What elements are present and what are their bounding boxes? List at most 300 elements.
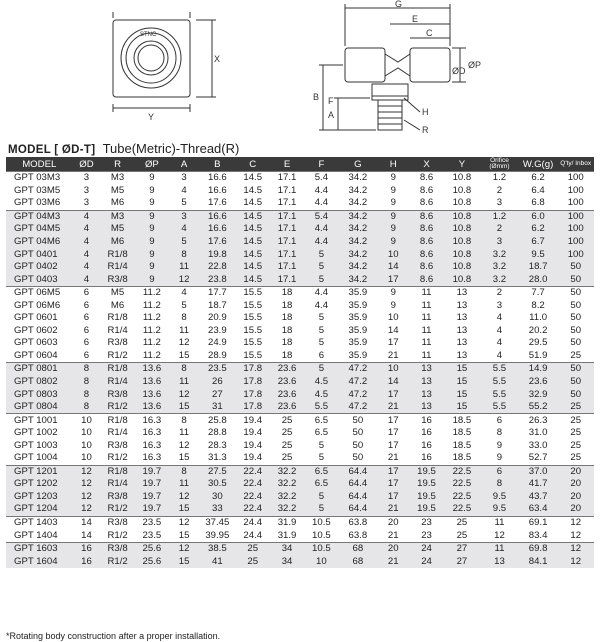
table-cell: 12	[169, 516, 199, 529]
model-cell: GPT 0603	[14, 337, 58, 349]
table-cell: 22.4	[236, 503, 270, 516]
table-cell: 50	[557, 261, 594, 274]
table-cell: 8.6	[409, 210, 443, 223]
table-cell: 14.5	[236, 210, 270, 223]
table-cell: 50	[570, 299, 582, 311]
table-cell: 5.5	[480, 376, 519, 389]
table-cell: 14	[387, 324, 399, 336]
table-cell: R3/8	[107, 439, 128, 451]
table-cell: 9	[149, 197, 155, 209]
table-cell: 100	[557, 172, 594, 185]
table-cell: 17.1	[277, 197, 297, 209]
column-header: Q'ty/ Inbox	[557, 157, 594, 172]
table-cell: 16.3	[135, 414, 169, 427]
table-cell: 10.5	[304, 542, 338, 555]
table-cell: 34.2	[339, 248, 378, 261]
table-cell: 17.7	[199, 286, 235, 299]
table-cell: 17.8	[236, 388, 270, 401]
table-cell: 15	[169, 503, 199, 516]
table-cell: 23.6	[270, 376, 304, 389]
table-cell: 34.2	[339, 261, 378, 274]
label-e: E	[412, 14, 419, 24]
table-cell: 6	[480, 414, 519, 427]
table-cell: 100	[567, 197, 584, 209]
table-cell: 23.5	[142, 529, 162, 541]
table-row	[6, 529, 594, 542]
table-cell: 16.6	[199, 172, 235, 185]
table-cell: 11	[421, 312, 432, 324]
table-cell: 18.5	[452, 439, 472, 451]
table-cell: 13	[456, 337, 468, 349]
table-row	[6, 516, 594, 529]
table-cell: 21	[387, 349, 399, 361]
table-cell: 15	[178, 452, 190, 464]
column-header: ØD	[73, 157, 101, 172]
model-cell: GPT 1002	[14, 427, 58, 439]
table-cell: 4.5	[304, 376, 338, 389]
table-cell: 10	[387, 312, 399, 324]
table-cell: 5	[318, 452, 325, 464]
table-cell: 17	[377, 388, 409, 401]
table-cell: 14	[73, 516, 101, 529]
table-cell: 9	[149, 184, 155, 196]
table-row	[6, 299, 594, 312]
table-cell: 8.6	[409, 223, 443, 236]
table-cell: 11	[421, 337, 432, 349]
table-cell: 4	[496, 324, 503, 336]
table-cell: 5	[318, 439, 325, 451]
table-cell: 25	[570, 452, 582, 464]
table-row	[6, 478, 594, 491]
table-cell: 31.3	[207, 452, 227, 464]
table-cell: M5	[110, 184, 125, 196]
table-cell: 14.5	[236, 223, 270, 236]
column-header: Y	[444, 157, 480, 172]
table-cell: 22.4	[236, 491, 270, 504]
table-cell: 5	[304, 363, 338, 376]
table-cell: 6.4	[531, 184, 545, 196]
table-cell: 55.2	[519, 401, 558, 414]
table-cell: 100	[567, 184, 584, 196]
table-cell: 35.9	[339, 286, 378, 299]
table-cell: 19.4	[243, 452, 263, 464]
table-cell: 10	[81, 427, 92, 439]
table-cell: 6.5	[304, 478, 338, 491]
table-cell: 11.0	[529, 312, 548, 324]
table-cell: 8	[169, 414, 199, 427]
table-cell: R1/8	[100, 465, 134, 478]
table-cell: 10.8	[452, 184, 472, 196]
table-cell: 17.1	[270, 172, 304, 185]
table-cell: 3.2	[480, 261, 519, 274]
table-cell: 3	[83, 184, 90, 196]
label-r: R	[422, 125, 429, 135]
table-cell: 34.2	[348, 197, 368, 209]
table-cell: 63.8	[339, 516, 378, 529]
table-cell: 24	[409, 542, 443, 555]
table-cell: 4	[73, 210, 101, 223]
table-cell: 4	[73, 223, 101, 236]
table-cell: 19.7	[135, 478, 169, 491]
table-cell: 32.2	[270, 478, 304, 491]
table-cell: 43.7	[519, 491, 558, 504]
table-cell: 4	[73, 236, 101, 249]
table-cell: 8	[496, 427, 503, 439]
model-cell: GPT 0403	[6, 273, 73, 286]
table-cell: R1/8	[107, 312, 128, 324]
table-cell: 23.5	[135, 516, 169, 529]
model-cell: GPT 1203	[6, 491, 73, 504]
table-cell: 4	[169, 223, 199, 236]
table-cell: 25	[456, 529, 468, 541]
table-cell: R1/4	[100, 261, 134, 274]
table-cell: 24.9	[207, 337, 227, 349]
table-cell: 13	[456, 299, 468, 311]
table-cell: 18	[281, 349, 293, 361]
table-cell: 11	[169, 376, 199, 389]
table-cell: 15.5	[243, 312, 263, 324]
table-cell: 9	[135, 248, 169, 261]
table-cell: 25	[444, 516, 480, 529]
table-cell: 18	[281, 312, 293, 324]
table-cell: R3/8	[100, 388, 134, 401]
table-cell: 12	[557, 516, 594, 529]
table-cell: 9	[390, 184, 396, 196]
table-cell: 16.3	[142, 427, 162, 439]
table-cell: 6.5	[314, 427, 329, 439]
table-cell: 5	[318, 337, 325, 349]
table-row	[6, 388, 594, 401]
table-cell: 28.3	[207, 439, 227, 451]
model-cell: GPT 1403	[6, 516, 73, 529]
table-cell: 5	[304, 248, 338, 261]
table-cell: 25	[557, 401, 594, 414]
table-cell: 6.5	[304, 465, 338, 478]
column-header: R	[100, 157, 134, 172]
table-cell: 19.7	[135, 491, 169, 504]
table-cell: 13	[456, 324, 468, 336]
table-cell: 39.95	[205, 529, 230, 541]
table-cell: 9	[135, 223, 169, 236]
table-cell: 30.5	[199, 478, 235, 491]
table-cell: 4	[73, 273, 101, 286]
table-cell: 10	[304, 555, 338, 568]
table-cell: 50	[352, 427, 364, 439]
table-cell: 33.0	[528, 439, 548, 451]
table-cell: 63.4	[519, 503, 558, 516]
table-cell: 25	[557, 414, 594, 427]
table-cell: 19.5	[409, 478, 443, 491]
table-cell: 19.4	[243, 439, 263, 451]
table-cell: 5.5	[304, 401, 338, 414]
model-cell: GPT 0801	[6, 363, 73, 376]
table-cell: 14	[81, 529, 92, 541]
table-cell: 17	[387, 439, 399, 451]
column-header: E	[270, 157, 304, 172]
table-cell: 10.8	[444, 210, 480, 223]
table-cell: 50	[352, 452, 364, 464]
table-cell: 15.5	[243, 324, 263, 336]
table-cell: 9	[135, 172, 169, 185]
table-row	[6, 197, 594, 210]
table-cell: 15	[444, 376, 480, 389]
table-cell: 13	[409, 388, 443, 401]
table-cell: 22.5	[444, 503, 480, 516]
table-cell: 15	[169, 401, 199, 414]
table-cell: 12	[557, 555, 594, 568]
table-cell: 16	[421, 427, 432, 439]
table-cell: 12	[73, 503, 101, 516]
table-cell: 19.4	[236, 414, 270, 427]
table-cell: 24	[409, 555, 443, 568]
table-cell: 20	[557, 478, 594, 491]
table-cell: 11.2	[142, 349, 161, 361]
table-cell: 4.4	[314, 299, 329, 311]
label-c: C	[426, 28, 433, 38]
table-cell: 47.2	[339, 388, 378, 401]
table-row	[6, 286, 594, 299]
table-cell: 16	[73, 555, 101, 568]
table-cell: R1/2	[107, 452, 128, 464]
table-cell: 8.6	[409, 236, 443, 249]
table-cell: 8.6	[419, 184, 434, 196]
table-cell: 28.9	[207, 349, 227, 361]
table-cell: 15.5	[243, 337, 263, 349]
table-row	[6, 427, 594, 440]
table-cell: 22.5	[444, 491, 480, 504]
model-cell: GPT 04M6	[6, 236, 73, 249]
table-cell: 25	[570, 439, 582, 451]
table-cell: 4.4	[304, 236, 338, 249]
table-cell: 15	[178, 529, 190, 541]
table-cell: 8	[73, 363, 101, 376]
table-cell: 17	[377, 414, 409, 427]
table-cell: 10	[377, 248, 409, 261]
label-h: H	[422, 107, 429, 117]
table-cell: 32.2	[270, 491, 304, 504]
table-cell: 17.1	[270, 273, 304, 286]
table-cell: 14.5	[236, 273, 270, 286]
table-row	[6, 325, 594, 338]
table-cell: 9	[377, 223, 409, 236]
column-header: A	[169, 157, 199, 172]
table-cell: 17.8	[236, 376, 270, 389]
table-cell: 17.6	[199, 236, 235, 249]
table-cell: 25	[281, 439, 293, 451]
table-cell: 64.4	[339, 503, 378, 516]
table-cell: 100	[557, 210, 594, 223]
table-cell: 5	[181, 299, 187, 311]
table-cell: 35.9	[348, 299, 368, 311]
table-cell: 34.2	[339, 273, 378, 286]
table-cell: 17	[377, 465, 409, 478]
table-cell: 27	[444, 555, 480, 568]
table-cell: 10	[81, 452, 92, 464]
table-cell: 34	[270, 555, 304, 568]
table-cell: 9	[135, 273, 169, 286]
table-cell: 27	[199, 388, 235, 401]
table-cell: R1/8	[100, 363, 134, 376]
table-cell: 4	[73, 261, 101, 274]
table-cell: 50	[352, 439, 364, 451]
table-cell: R1/2	[100, 503, 134, 516]
table-cell: 18	[281, 324, 293, 336]
table-cell: 34.2	[339, 223, 378, 236]
table-cell: 21	[377, 555, 409, 568]
model-cell: GPT 03M5	[14, 184, 61, 196]
table-cell: 50	[570, 324, 582, 336]
table-cell: 51.9	[528, 349, 548, 361]
table-cell: 50	[339, 414, 378, 427]
table-cell: 22.4	[236, 465, 270, 478]
table-cell: 6	[83, 299, 90, 311]
table-cell: 8	[169, 465, 199, 478]
table-cell: 4	[496, 312, 503, 324]
table-cell: 10.8	[444, 172, 480, 185]
table-cell: 64.4	[339, 478, 378, 491]
table-cell: 7.7	[519, 286, 558, 299]
table-cell: 16	[421, 439, 432, 451]
table-cell: 3	[496, 299, 503, 311]
table-cell: 41.7	[519, 478, 558, 491]
table-cell: 5.4	[304, 210, 338, 223]
table-cell: 17	[377, 478, 409, 491]
model-cell: GPT 1004	[14, 452, 58, 464]
table-cell: 19.8	[199, 248, 235, 261]
table-cell: 16.3	[142, 439, 162, 451]
table-cell: 11	[169, 478, 199, 491]
table-cell: 11	[421, 299, 432, 311]
table-cell: 8	[73, 376, 101, 389]
table-cell: 3	[73, 172, 101, 185]
table-cell: 10.8	[444, 223, 480, 236]
table-cell: 13.6	[135, 388, 169, 401]
column-header: C	[236, 157, 270, 172]
table-cell: 15.5	[243, 299, 263, 311]
table-body	[6, 172, 594, 568]
table-cell: 6.2	[519, 172, 558, 185]
table-cell: 23.6	[270, 363, 304, 376]
table-cell: 31.9	[270, 516, 304, 529]
table-cell: 15	[444, 388, 480, 401]
table-cell: 9	[135, 236, 169, 249]
table-cell: 19.5	[409, 491, 443, 504]
table-cell: 12	[178, 439, 190, 451]
table-cell: 5	[318, 324, 325, 336]
table-cell: 23.6	[270, 388, 304, 401]
table-cell: 23	[421, 529, 432, 541]
table-cell: 20	[377, 542, 409, 555]
table-cell: 25	[281, 452, 293, 464]
table-cell: 100	[557, 248, 594, 261]
table-cell: 10	[73, 414, 101, 427]
technical-drawings	[0, 0, 600, 140]
table-cell: 17	[387, 427, 399, 439]
table-cell: 8	[480, 478, 519, 491]
table-cell: 100	[557, 236, 594, 249]
table-cell: 13	[409, 401, 443, 414]
table-cell: 2	[480, 223, 519, 236]
table-cell: 9	[496, 452, 503, 464]
table-cell: 14	[377, 261, 409, 274]
table-cell: 2	[496, 184, 503, 196]
table-cell: 23.9	[207, 324, 227, 336]
table-cell: M5	[100, 286, 134, 299]
table-cell: 11	[480, 542, 519, 555]
table-cell: 4.5	[304, 388, 338, 401]
table-cell: 16.6	[207, 184, 227, 196]
table-cell: 12	[178, 337, 190, 349]
table-cell: M3	[100, 210, 134, 223]
table-cell: 13.6	[135, 363, 169, 376]
table-cell: 20.2	[528, 324, 548, 336]
column-header: Orifice (Ømm)	[480, 157, 519, 172]
table-cell: 25	[570, 349, 582, 361]
model-cell: GPT 06M5	[6, 286, 73, 299]
table-cell: 15	[444, 401, 480, 414]
table-cell: 23.6	[270, 401, 304, 414]
table-cell: 25.8	[199, 414, 235, 427]
table-cell: 4	[73, 248, 101, 261]
table-cell: 6.8	[531, 197, 545, 209]
table-cell: 5	[304, 503, 338, 516]
table-row	[6, 185, 594, 198]
table-cell: 12	[169, 273, 199, 286]
table-cell: 15.5	[243, 349, 263, 361]
table-cell: 20.9	[207, 312, 227, 324]
table-cell: 13	[456, 312, 468, 324]
table-cell: 20	[557, 491, 594, 504]
table-cell: 13.6	[135, 401, 169, 414]
table-cell: 9	[390, 197, 396, 209]
table-cell: 16	[421, 452, 432, 464]
table-cell: 8.6	[409, 172, 443, 185]
footnote: *Rotating body construction after a proper installation.	[6, 631, 221, 641]
table-cell: 6.2	[519, 223, 558, 236]
table-cell: 19.7	[135, 465, 169, 478]
table-cell: R3/8	[100, 491, 134, 504]
column-header: MODEL	[6, 157, 73, 172]
table-cell: 5	[181, 197, 187, 209]
table-cell: 32.2	[270, 503, 304, 516]
table-cell: 4.4	[304, 223, 338, 236]
table-cell: 6	[83, 349, 90, 361]
table-cell: 64.4	[339, 465, 378, 478]
table-row	[6, 236, 594, 249]
table-cell: 9	[496, 439, 503, 451]
model-cell: GPT 03M3	[6, 172, 73, 185]
table-cell: 19.5	[409, 465, 443, 478]
table-cell: 22.5	[444, 478, 480, 491]
table-cell: M6	[110, 299, 125, 311]
table-row	[6, 401, 594, 414]
table-cell: 35.9	[348, 312, 368, 324]
table-cell: 12	[169, 388, 199, 401]
column-header: F	[304, 157, 338, 172]
table-cell: 1.2	[480, 172, 519, 185]
table-cell: 17.6	[207, 197, 227, 209]
model-cell: GPT 1001	[6, 414, 73, 427]
table-cell: 5.4	[304, 172, 338, 185]
table-cell: 64.4	[339, 491, 378, 504]
table-cell: 16.3	[142, 452, 162, 464]
table-cell: 22.5	[444, 465, 480, 478]
label-d: ØD	[452, 66, 466, 76]
table-cell: 31	[199, 401, 235, 414]
table-cell: 17.8	[236, 401, 270, 414]
table-cell: 17.1	[270, 261, 304, 274]
table-cell: 18.7	[519, 261, 558, 274]
